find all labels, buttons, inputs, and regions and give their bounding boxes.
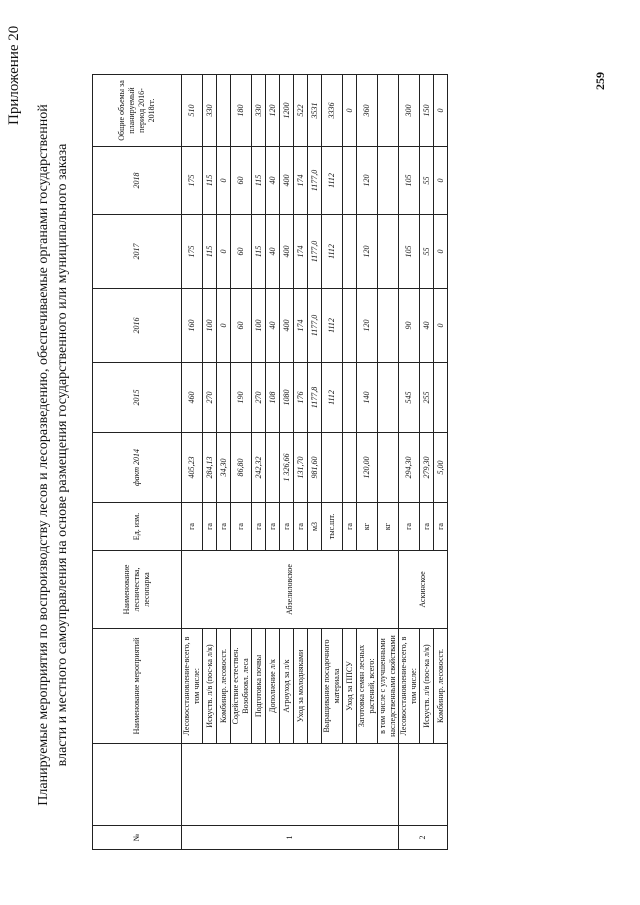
fact2014-cell: 5,00 (434, 433, 448, 503)
y2017-cell: 105 (399, 215, 420, 289)
y2015-cell: 140 (357, 363, 378, 433)
y2018-cell: 120 (357, 147, 378, 215)
y2015-cell: 176 (294, 363, 308, 433)
document-title (34, 75, 72, 835)
header-forestry: Наименование лесничества, лесопарка (93, 551, 182, 629)
unit-cell: га (294, 503, 308, 551)
total-cell: 522 (294, 75, 308, 147)
header-unit: Ед. изм. (93, 503, 182, 551)
y2015-cell: 1080 (280, 363, 294, 433)
fact2014-cell: 405,23 (182, 433, 203, 503)
unit-cell: га (252, 503, 266, 551)
y2017-cell: 1177,0 (308, 215, 322, 289)
y2016-cell: 120 (357, 289, 378, 363)
y2015-cell: 460 (182, 363, 203, 433)
activity-cell: Комбинир. лесовосст. (217, 629, 231, 744)
table-row (294, 75, 308, 850)
table-row (420, 75, 434, 850)
total-cell: 330 (252, 75, 266, 147)
y2016-cell: 1112 (322, 289, 343, 363)
total-cell: 180 (231, 75, 252, 147)
table-row (343, 75, 357, 850)
y2017-cell: 400 (280, 215, 294, 289)
table-row (217, 75, 231, 850)
spacer-cell (399, 744, 448, 826)
y2017-cell: 175 (182, 215, 203, 289)
y2015-cell (434, 363, 448, 433)
activity-cell: Выращивание посадочного материала (322, 629, 343, 744)
unit-cell: м3 (308, 503, 322, 551)
y2017-cell: 0 (217, 215, 231, 289)
fact2014-cell: 34,30 (217, 433, 231, 503)
spacer-cell (182, 744, 399, 826)
total-cell: 0 (343, 75, 357, 147)
fact2014-cell: 279,30 (420, 433, 434, 503)
header-fact2014: факт 2014 (93, 433, 182, 503)
y2018-cell: 60 (231, 147, 252, 215)
total-cell: 120 (266, 75, 280, 147)
header-no: № (93, 826, 182, 850)
total-cell (378, 75, 399, 147)
y2016-cell: 0 (434, 289, 448, 363)
activity-cell: Искуств. л/в (пос-ка л/к) (420, 629, 434, 744)
y2016-cell: 100 (252, 289, 266, 363)
table-row (434, 75, 448, 850)
appendix-label: Приложение 20 (6, 25, 22, 125)
y2016-cell: 400 (280, 289, 294, 363)
unit-cell: га (343, 503, 357, 551)
y2015-cell: 270 (252, 363, 266, 433)
activity-cell: Уход за ППСУ (343, 629, 357, 744)
unit-cell: га (399, 503, 420, 551)
y2017-cell (378, 215, 399, 289)
activity-cell: Подготовка почвы (252, 629, 266, 744)
y2017-cell: 60 (231, 215, 252, 289)
unit-cell: кг (357, 503, 378, 551)
total-cell (217, 75, 231, 147)
table-row (280, 75, 294, 850)
table-header-row (93, 75, 182, 850)
forestry-cell: Аскинское (399, 551, 448, 629)
y2018-cell: 174 (294, 147, 308, 215)
y2016-cell (343, 289, 357, 363)
y2018-cell: 1112 (322, 147, 343, 215)
fact2014-cell: 1 326,66 (280, 433, 294, 503)
y2018-cell: 175 (182, 147, 203, 215)
table-row (231, 75, 252, 850)
table-row (203, 75, 217, 850)
fact2014-cell: 981,60 (308, 433, 322, 503)
y2016-cell: 0 (217, 289, 231, 363)
activity-cell: Агроуход за л/к (280, 629, 294, 744)
activity-cell: Уход за молодняками (294, 629, 308, 744)
y2017-cell: 174 (294, 215, 308, 289)
y2017-cell (343, 215, 357, 289)
y2015-cell: 190 (231, 363, 252, 433)
activity-cell: Содействие естествен. Возобновл. леса (231, 629, 252, 744)
activity-cell (308, 629, 322, 744)
y2018-cell (378, 147, 399, 215)
fact2014-cell (322, 433, 343, 503)
table-row (252, 75, 266, 850)
fact2014-cell: 294,30 (399, 433, 420, 503)
title-line-1: Планируемые мероприятия по воспроизводству лесов и лесоразведению, обеспечиваемые органами государственной (36, 104, 51, 806)
unit-cell: га (434, 503, 448, 551)
header-2017: 2017 (93, 215, 182, 289)
total-cell: 1200 (280, 75, 294, 147)
unit-cell: кг (378, 503, 399, 551)
unit-cell: га (266, 503, 280, 551)
fact2014-cell: 131,70 (294, 433, 308, 503)
table-row (266, 75, 280, 850)
header-2018: 2018 (93, 147, 182, 215)
y2017-cell: 115 (252, 215, 266, 289)
y2017-cell: 1112 (322, 215, 343, 289)
y2018-cell: 105 (399, 147, 420, 215)
fact2014-cell: 86,80 (231, 433, 252, 503)
y2015-cell (378, 363, 399, 433)
y2017-cell: 115 (203, 215, 217, 289)
total-cell: 3531 (308, 75, 322, 147)
y2017-cell: 120 (357, 215, 378, 289)
y2015-cell: 108 (266, 363, 280, 433)
unit-cell: тыс.шт. (322, 503, 343, 551)
fact2014-cell (266, 433, 280, 503)
y2015-cell (217, 363, 231, 433)
y2015-cell: 1177,8 (308, 363, 322, 433)
y2016-cell (378, 289, 399, 363)
fact2014-cell: 284,13 (203, 433, 217, 503)
unit-cell: га (217, 503, 231, 551)
fact2014-cell (378, 433, 399, 503)
table-body (182, 75, 448, 850)
page-number: 259 (593, 72, 607, 90)
header-2016: 2016 (93, 289, 182, 363)
y2018-cell: 115 (252, 147, 266, 215)
y2016-cell: 100 (203, 289, 217, 363)
activity-cell: Искуств. л/в (пос-ка л/к) (203, 629, 217, 744)
row-number: 1 (182, 826, 399, 850)
table-row (322, 75, 343, 850)
y2016-cell: 40 (266, 289, 280, 363)
activity-cell: Заготовка семян лесных растений, всего: (357, 629, 378, 744)
total-cell: 150 (420, 75, 434, 147)
unit-cell: га (231, 503, 252, 551)
y2016-cell: 90 (399, 289, 420, 363)
table-row (357, 75, 378, 850)
y2017-cell: 0 (434, 215, 448, 289)
activity-cell: Дополнение л/к (266, 629, 280, 744)
y2018-cell: 1177,0 (308, 147, 322, 215)
y2017-cell: 40 (266, 215, 280, 289)
fact2014-cell (343, 433, 357, 503)
y2018-cell: 55 (420, 147, 434, 215)
header-total: Общие объемы за планируемый период 2016-2018гг. (93, 75, 182, 147)
y2018-cell: 0 (217, 147, 231, 215)
total-cell: 3336 (322, 75, 343, 147)
table-row (182, 75, 203, 850)
unit-cell: га (203, 503, 217, 551)
title-line-2: власти и местного самоуправления на основе размещения государственного или муниципального заказа (55, 143, 70, 767)
y2015-cell: 270 (203, 363, 217, 433)
unit-cell: га (280, 503, 294, 551)
activity-cell: Лесовосстановление-всего, в том числе: (399, 629, 420, 744)
total-cell: 0 (434, 75, 448, 147)
table-row (308, 75, 322, 850)
y2018-cell: 115 (203, 147, 217, 215)
table-row (399, 75, 420, 850)
activity-cell: Комбинир. лесовосст. (434, 629, 448, 744)
activities-table (92, 74, 448, 850)
activity-cell: Лесовосстановление-всего, в том числе: (182, 629, 203, 744)
y2015-cell: 1112 (322, 363, 343, 433)
y2018-cell: 400 (280, 147, 294, 215)
total-cell: 330 (203, 75, 217, 147)
y2015-cell (343, 363, 357, 433)
total-cell: 510 (182, 75, 203, 147)
header-activity: Наименование мероприятий (93, 629, 182, 744)
header-2015: 2015 (93, 363, 182, 433)
fact2014-cell: 120,00 (357, 433, 378, 503)
table-row (378, 75, 399, 850)
unit-cell: га (182, 503, 203, 551)
total-cell: 300 (399, 75, 420, 147)
row-number: 2 (399, 826, 448, 850)
y2018-cell: 40 (266, 147, 280, 215)
y2018-cell: 0 (434, 147, 448, 215)
y2015-cell: 545 (399, 363, 420, 433)
activity-cell: в том числе с улучшенными наследственными свойствами (378, 629, 399, 744)
y2016-cell: 1177,0 (308, 289, 322, 363)
unit-cell: га (420, 503, 434, 551)
y2016-cell: 160 (182, 289, 203, 363)
y2016-cell: 60 (231, 289, 252, 363)
y2018-cell (343, 147, 357, 215)
y2016-cell: 40 (420, 289, 434, 363)
y2017-cell: 55 (420, 215, 434, 289)
total-cell: 360 (357, 75, 378, 147)
y2016-cell: 174 (294, 289, 308, 363)
y2015-cell: 255 (420, 363, 434, 433)
fact2014-cell: 242,32 (252, 433, 266, 503)
forestry-cell: Абзелиловское (182, 551, 399, 629)
